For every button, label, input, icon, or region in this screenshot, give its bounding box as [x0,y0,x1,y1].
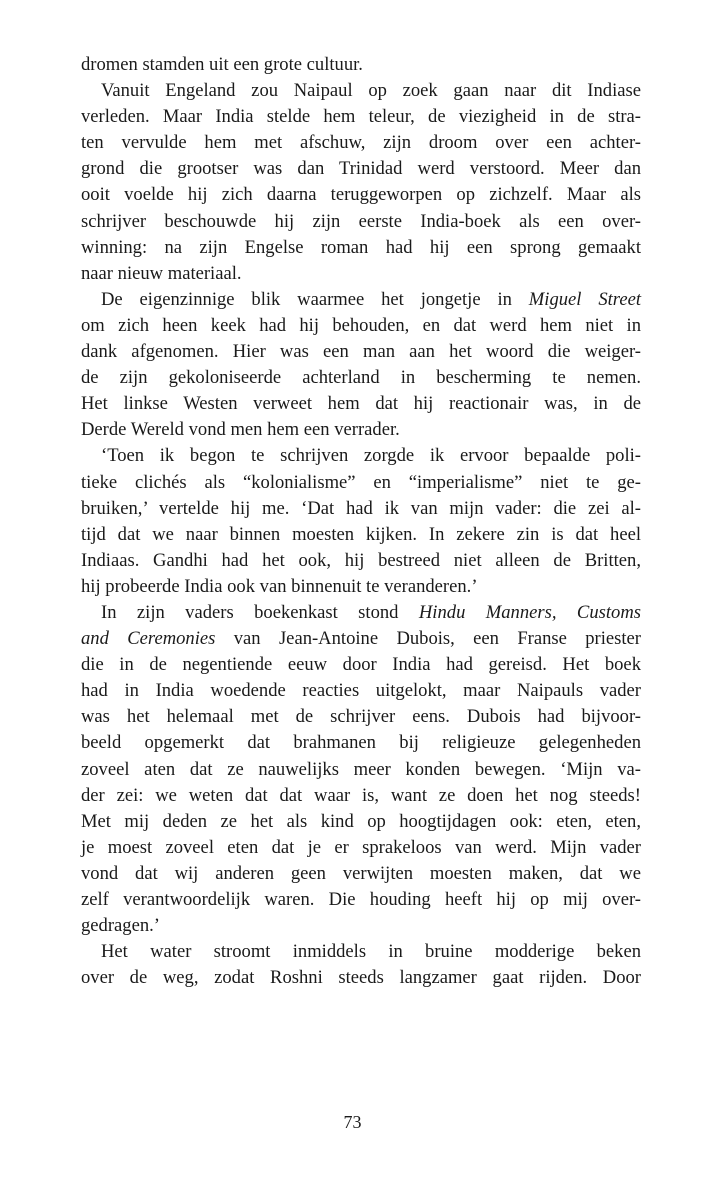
text-line [81,130,641,156]
text-line [81,209,641,235]
line-text: Het linkse Westen verweet hem dat hij reactionair was, in de [81,393,641,415]
text-line [81,261,641,287]
text-line [81,887,641,913]
line-text: zoveel aten dat ze nauwelijks meer konden bewegen. ‘Mijn va- [81,758,641,780]
italic-title: and Ceremonies [81,628,216,650]
text-line [81,913,641,939]
line-text: naar nieuw materiaal. [81,262,242,284]
line-text: winning: na zijn Engelse roman had hij een sprong gemaakt [81,236,641,258]
line-text: de zijn gekoloniseerde achterland in bescherming te nemen. [81,367,641,389]
text-line [81,287,641,313]
line-text: gedragen.’ [81,915,160,937]
line-text: ten vervulde hem met afschuw, zijn droom over een achter- [81,132,641,154]
text-line [81,704,641,730]
line-text: Indiaas. Gandhi had het ook, hij bestreed niet alleen de Britten, [81,549,641,571]
line-text: dromen stamden uit een grote cultuur. [81,54,363,75]
line-text: tijd dat we naar binnen moesten kijken. In zekere zin is dat heel [81,523,641,545]
line-text: hij probeerde India ook van binnenuit te veranderen.’ [81,575,478,597]
line-text: ‘Toen ik begon te schrijven zorgde ik ervoor bepaalde poli- [101,445,641,467]
line-text: verleden. Maar India stelde hem teleur, de viezigheid in de stra- [81,106,641,128]
italic-title: Miguel Street [528,288,642,310]
text-line [81,52,641,78]
text-line [81,443,641,469]
line-text: die in de negentiende eeuw door India had gereisd. Het boek [81,654,641,676]
line-text: zelf verantwoordelijk waren. Die houding heeft hij op mij over- [81,889,641,910]
line-text: had in India woedende reacties uitgelokt, maar Naipauls vader [81,680,641,702]
page-number: 73 [343,1112,362,1132]
line-text: tieke clichés als “kolonialisme” en “imperialisme” niet te ge- [81,471,641,493]
text-line [81,78,641,104]
text-line [81,365,641,391]
text-line [81,104,641,130]
text-line [81,678,641,704]
line-text: over de weg, zodat Roshni steeds langzamer gaat rijden. Door [81,967,641,989]
text-line [81,470,641,496]
line-text: dank afgenomen. Hier was een man aan het woord die weiger- [81,341,641,363]
text-line [81,939,641,965]
line-text: bruiken,’ vertelde hij me. ‘Dat had ik van mijn vader: die zei al- [81,497,641,519]
italic-title: Hindu Manners, Customs [418,601,641,623]
line-text: Derde Wereld vond men hem een verrader. [81,419,400,441]
line-text: schrijver beschouwde hij zijn eerste India-boek als een over- [81,210,641,232]
text-line [81,809,641,835]
text-line [81,182,641,208]
text-line [81,548,641,574]
text-line [81,313,641,339]
line-text: beeld opgemerkt dat brahmanen bij religieuze gelegenheden [81,732,641,754]
text-line [81,235,641,261]
text-line [81,861,641,887]
line-text: was het helemaal met de schrijver eens. Dubois had bijvoor- [81,706,641,728]
text-line [81,391,641,417]
text-line [81,783,641,809]
line-text: Met mij deden ze het als kind op hoogtijdagen ook: eten, eten, [81,810,641,832]
line-text: vond dat wij anderen geen verwijten moesten maken, dat we [81,862,641,884]
line-text: ooit voelde hij zich daarna teruggeworpen op zichzelf. Maar als [81,184,641,206]
line-text: je moest zoveel eten dat je er sprakeloos van werd. Mijn vader [81,836,641,858]
text-line [81,574,641,600]
line-text: van Jean-Antoine Dubois, een Franse priester [215,628,642,650]
line-text: grond die grootser was dan Trinidad werd verstoord. Meer dan [81,158,641,180]
line-text: Het water stroomt inmiddels in bruine modderige beken [101,941,641,963]
text-line [81,600,641,626]
text-line [81,626,641,652]
text-line [81,652,641,678]
book-page-text [81,52,641,991]
line-text: om zich heen keek had hij behouden, en dat werd hem niet in [81,314,641,336]
text-line [81,522,641,548]
text-line [81,965,641,991]
text-line [81,730,641,756]
line-text: Vanuit Engeland zou Naipaul op zoek gaan naar dit Indiase [101,80,641,102]
text-line [81,757,641,783]
text-line [81,339,641,365]
line-text: der zei: we weten dat dat waar is, want ze doen het nog steeds! [81,784,641,806]
text-line [81,835,641,861]
text-line [81,496,641,522]
line-text: De eigenzinnige blik waarmee het jongetje in [101,288,529,310]
text-line [81,417,641,443]
line-text: In zijn vaders boekenkast stond [101,601,419,623]
text-line [81,156,641,182]
